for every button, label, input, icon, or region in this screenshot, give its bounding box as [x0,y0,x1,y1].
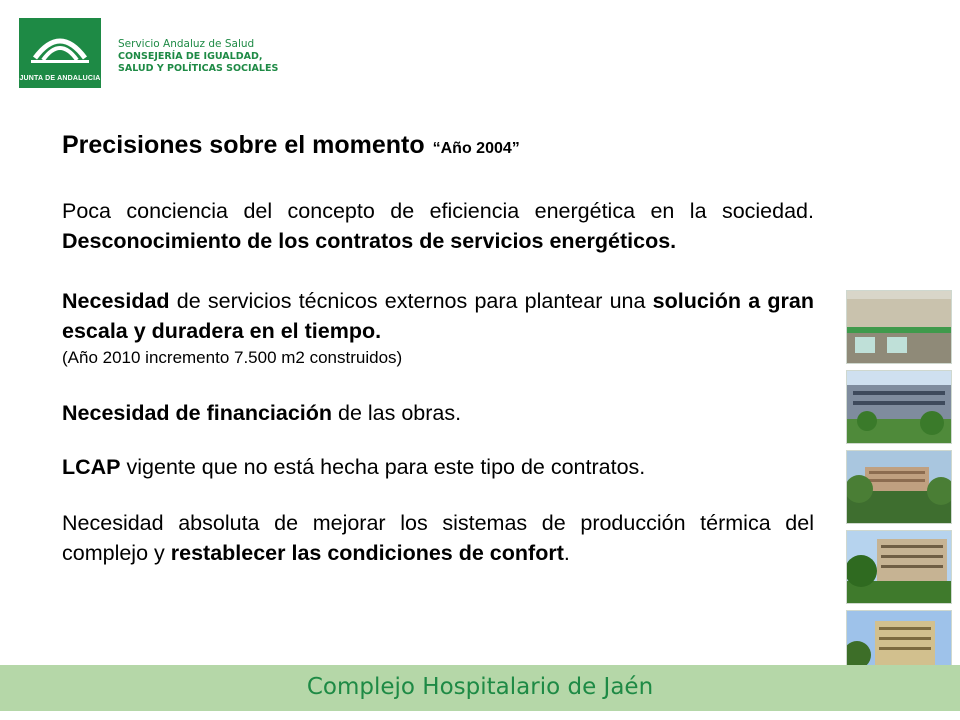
p3-text: de las obras. [332,401,462,425]
logo-caption: JUNTA DE ANDALUCIA [19,75,101,82]
p5-end: . [563,541,570,565]
org-line-2: CONSEJERÍA DE IGUALDAD, [118,51,263,62]
p2-bold-1: Necesidad [62,289,170,313]
junta-de-andalucia-logo [19,18,101,88]
p4-bold: LCAP [62,455,121,479]
p5-text: Necesidad absoluta de mejorar los sistemas de producción térmica del complejo y [62,511,814,565]
slide-title-main: Precisiones sobre el momento [62,131,425,159]
paragraph-note-2010: (Año 2010 incremento 7.500 m2 construidos) [62,348,403,367]
footer-title: Complejo Hospitalario de Jaén [306,674,654,700]
hospital-photos [846,290,952,690]
org-line-3: SALUD Y POLÍTICAS SOCIALES [118,63,279,74]
footer-bar [0,665,960,711]
p4-text: vigente que no está hecha para este tipo de contratos. [120,455,646,479]
paragraph-lcap [62,452,814,482]
hospital-photo-2 [846,370,952,444]
paragraph-technical-services [62,286,814,346]
hospital-photo-1 [846,290,952,364]
slide-content [62,128,814,568]
organization-name [118,38,278,75]
p3-bold: Necesidad de financiación [62,401,333,425]
logo-arches-icon [19,18,101,76]
p1-text: Poca conciencia del concepto de eficiencia energética en la sociedad. [62,199,814,223]
paragraph-thermal [62,508,814,568]
p2-text: de servicios técnicos externos para plantear una [169,289,653,313]
p5-bold: restablecer las condiciones de confort [170,541,564,565]
paragraph-awareness [62,196,814,256]
p2-bold-2: solución a gran escala y duradera en el tiempo. [62,289,815,343]
hospital-photo-3 [846,450,952,524]
slide-title [62,128,814,166]
slide-title-year: “Año 2004” [432,140,520,157]
hospital-photo-4 [846,530,952,604]
paragraph-financing [62,398,814,428]
org-line-1: Servicio Andaluz de Salud [118,38,255,50]
p1-bold: Desconocimiento de los contratos de servicios energéticos. [62,229,677,253]
